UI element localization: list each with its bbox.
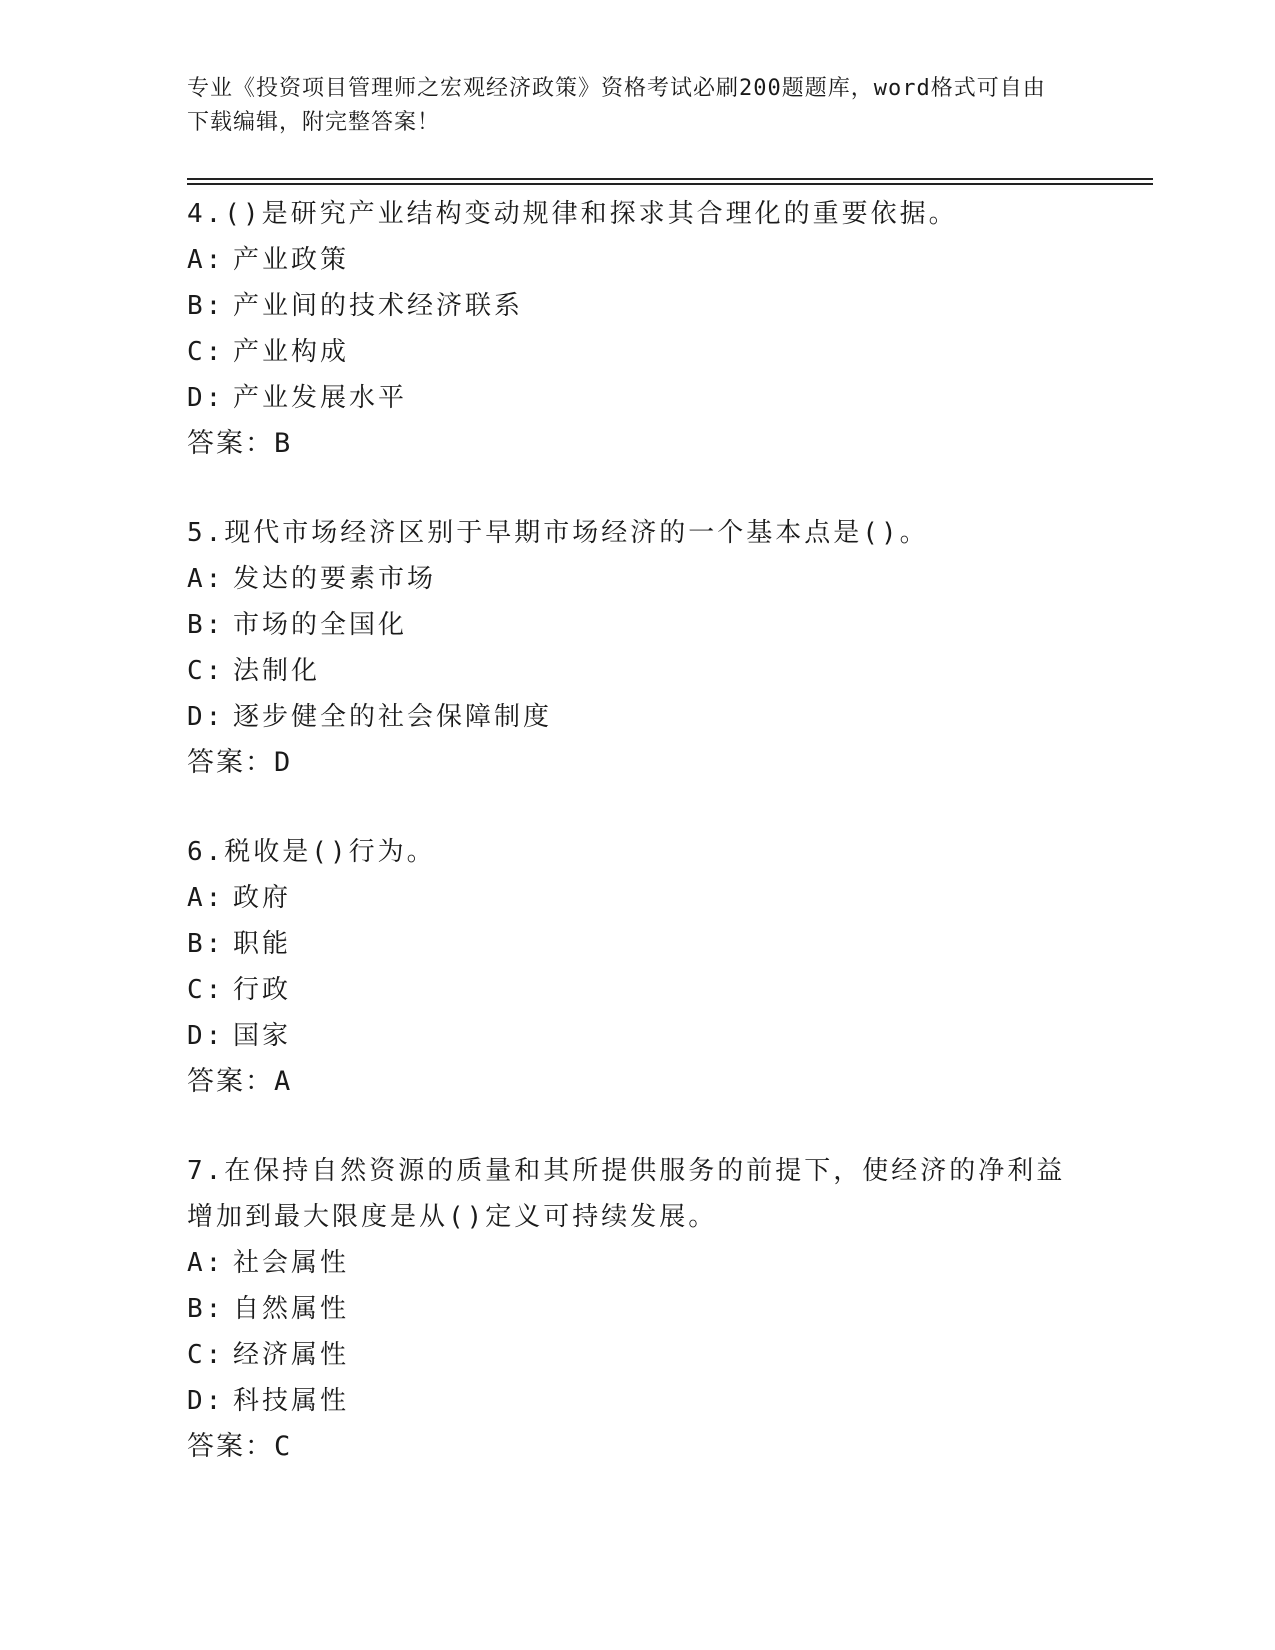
option-a bbox=[187, 1240, 1087, 1286]
option-letter: B: bbox=[187, 610, 225, 640]
option-letter: D: bbox=[187, 383, 225, 413]
answer-line bbox=[187, 421, 1087, 467]
answer-label: 答案： bbox=[187, 1066, 274, 1097]
option-d bbox=[187, 1378, 1087, 1424]
answer-label: 答案： bbox=[187, 428, 274, 459]
answer-line bbox=[187, 740, 1087, 786]
option-text: 社会属性 bbox=[233, 1248, 350, 1278]
question-stem: 7.在保持自然资源的质量和其所提供服务的前提下，使经济的净利益增加到最大限度是从()定义可持续发展。 bbox=[187, 1156, 1066, 1232]
option-b bbox=[187, 602, 1087, 648]
option-letter: D: bbox=[187, 1021, 225, 1051]
option-letter: B: bbox=[187, 291, 225, 321]
option-a bbox=[187, 556, 1087, 602]
answer-label: 答案： bbox=[187, 1431, 274, 1462]
option-text: 产业政策 bbox=[233, 245, 350, 275]
answer-line bbox=[187, 1424, 1087, 1470]
answer-value: C bbox=[274, 1431, 293, 1462]
option-text: 行政 bbox=[233, 975, 292, 1005]
option-d bbox=[187, 375, 1087, 421]
option-b bbox=[187, 921, 1087, 967]
option-text: 产业构成 bbox=[233, 337, 350, 367]
answer-value: D bbox=[274, 747, 293, 778]
option-text: 职能 bbox=[233, 929, 292, 959]
document-title: 专业《投资项目管理师之宏观经济政策》资格考试必刷200题题库，word格式可自由下载编辑，附完整答案！ bbox=[187, 76, 1046, 135]
question-block bbox=[187, 191, 1087, 467]
option-letter: C: bbox=[187, 1340, 225, 1370]
option-c bbox=[187, 329, 1087, 375]
option-letter: B: bbox=[187, 929, 225, 959]
answer-label: 答案： bbox=[187, 747, 274, 778]
option-b bbox=[187, 1286, 1087, 1332]
question-block bbox=[187, 829, 1087, 1105]
option-text: 发达的要素市场 bbox=[233, 564, 437, 594]
option-text: 经济属性 bbox=[233, 1340, 350, 1370]
question-stem: 5.现代市场经济区别于早期市场经济的一个基本点是()。 bbox=[187, 518, 929, 548]
option-letter: D: bbox=[187, 702, 225, 732]
answer-line bbox=[187, 1059, 1087, 1105]
option-a bbox=[187, 875, 1087, 921]
title-divider-top bbox=[187, 178, 1153, 180]
option-text: 政府 bbox=[233, 883, 292, 913]
option-c bbox=[187, 967, 1087, 1013]
option-letter: D: bbox=[187, 1386, 225, 1416]
option-letter: C: bbox=[187, 337, 225, 367]
option-text: 自然属性 bbox=[233, 1294, 350, 1324]
option-text: 国家 bbox=[233, 1021, 292, 1051]
option-letter: A: bbox=[187, 1248, 225, 1278]
option-c bbox=[187, 648, 1087, 694]
option-b bbox=[187, 283, 1087, 329]
option-d bbox=[187, 694, 1087, 740]
question-block bbox=[187, 510, 1087, 786]
option-letter: A: bbox=[187, 883, 225, 913]
answer-value: A bbox=[274, 1066, 293, 1097]
option-text: 市场的全国化 bbox=[233, 610, 408, 640]
option-text: 逐步健全的社会保障制度 bbox=[233, 702, 553, 732]
option-d bbox=[187, 1013, 1087, 1059]
title-divider-bottom bbox=[187, 183, 1153, 185]
option-letter: A: bbox=[187, 245, 225, 275]
option-text: 科技属性 bbox=[233, 1386, 350, 1416]
question-stem: 6.税收是()行为。 bbox=[187, 837, 436, 867]
option-letter: A: bbox=[187, 564, 225, 594]
option-text: 产业间的技术经济联系 bbox=[233, 291, 524, 321]
option-text: 法制化 bbox=[233, 656, 321, 686]
answer-value: B bbox=[274, 428, 293, 459]
question-stem: 4.()是研究产业结构变动规律和探求其合理化的重要依据。 bbox=[187, 199, 958, 229]
option-a bbox=[187, 237, 1087, 283]
question-block bbox=[187, 1148, 1087, 1470]
option-letter: C: bbox=[187, 975, 225, 1005]
option-c bbox=[187, 1332, 1087, 1378]
option-letter: B: bbox=[187, 1294, 225, 1324]
option-letter: C: bbox=[187, 656, 225, 686]
option-text: 产业发展水平 bbox=[233, 383, 408, 413]
